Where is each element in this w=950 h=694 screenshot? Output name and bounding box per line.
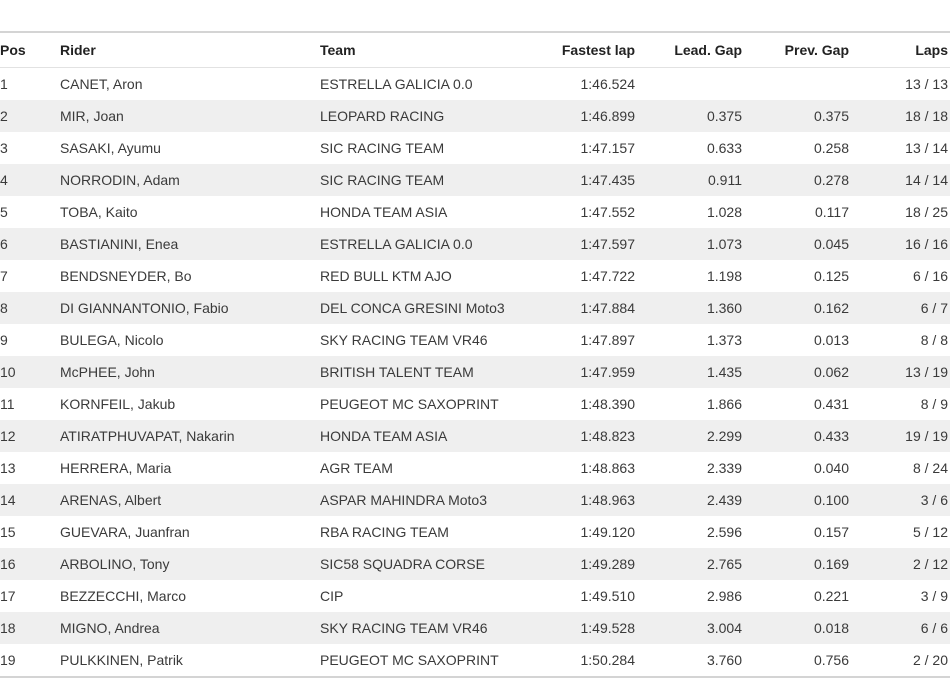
cell-lead-gap: 2.986 — [706, 588, 742, 604]
table-row[interactable] — [0, 68, 950, 100]
cell-rider: SASAKI, Ayumu — [60, 140, 161, 156]
cell-fastest-lap: 1:49.120 — [580, 524, 635, 540]
cell-fastest-lap: 1:49.289 — [580, 556, 635, 572]
cell-lead-gap: 1.866 — [706, 396, 742, 412]
table-header-row — [0, 33, 950, 68]
cell-lead-gap: 2.339 — [706, 460, 742, 476]
table-row[interactable] — [0, 388, 950, 420]
cell-fastest-lap: 1:49.510 — [580, 588, 635, 604]
cell-fastest-lap: 1:47.897 — [580, 332, 635, 348]
cell-lead-gap: 0.375 — [706, 108, 742, 124]
cell-team: BRITISH TALENT TEAM — [320, 364, 474, 380]
cell-rider: DI GIANNANTONIO, Fabio — [60, 300, 229, 316]
cell-lead-gap: 3.760 — [706, 652, 742, 668]
cell-team: HONDA TEAM ASIA — [320, 428, 448, 444]
cell-laps: 18 / 25 — [905, 204, 948, 220]
table-row[interactable] — [0, 420, 950, 452]
cell-laps: 2 / 20 — [912, 652, 948, 668]
table-row[interactable] — [0, 292, 950, 324]
cell-prev-gap: 0.221 — [813, 588, 849, 604]
header-fastest-lap[interactable]: Fastest lap — [561, 42, 635, 58]
cell-pos: 2 — [0, 108, 8, 124]
cell-prev-gap — [750, 68, 849, 100]
cell-fastest-lap: 1:47.157 — [580, 140, 635, 156]
cell-team: HONDA TEAM ASIA — [320, 204, 448, 220]
cell-laps: 18 / 18 — [905, 108, 948, 124]
table-row[interactable] — [0, 260, 950, 292]
cell-prev-gap: 0.278 — [813, 172, 849, 188]
cell-laps: 8 / 9 — [920, 396, 948, 412]
cell-team: SKY RACING TEAM VR46 — [320, 620, 488, 636]
cell-pos: 17 — [0, 588, 16, 604]
cell-rider: HERRERA, Maria — [60, 460, 172, 476]
cell-rider: BEZZECCHI, Marco — [60, 588, 187, 604]
cell-pos: 5 — [0, 204, 8, 220]
cell-laps: 6 / 16 — [912, 268, 948, 284]
table-bottom-rule — [0, 676, 950, 678]
cell-pos: 18 — [0, 620, 16, 636]
cell-laps: 5 / 12 — [912, 524, 948, 540]
table-body — [0, 68, 950, 676]
cell-fastest-lap: 1:47.722 — [580, 268, 635, 284]
cell-prev-gap: 0.045 — [813, 236, 849, 252]
cell-laps: 13 / 19 — [905, 364, 948, 380]
cell-fastest-lap: 1:48.863 — [580, 460, 635, 476]
cell-pos: 7 — [0, 268, 8, 284]
cell-lead-gap: 1.028 — [706, 204, 742, 220]
cell-lead-gap: 1.198 — [706, 268, 742, 284]
cell-fastest-lap: 1:47.552 — [580, 204, 635, 220]
cell-laps: 3 / 6 — [920, 492, 948, 508]
header-lead-gap[interactable]: Lead. Gap — [674, 42, 742, 58]
cell-pos: 16 — [0, 556, 16, 572]
cell-laps: 6 / 7 — [920, 300, 948, 316]
cell-team: SKY RACING TEAM VR46 — [320, 332, 488, 348]
cell-prev-gap: 0.125 — [813, 268, 849, 284]
cell-team: SIC RACING TEAM — [320, 140, 445, 156]
cell-lead-gap: 2.596 — [706, 524, 742, 540]
cell-prev-gap: 0.018 — [813, 620, 849, 636]
cell-fastest-lap: 1:49.528 — [580, 620, 635, 636]
cell-pos: 12 — [0, 428, 16, 444]
cell-rider: MIR, Joan — [60, 108, 124, 124]
table-row[interactable] — [0, 164, 950, 196]
cell-rider: CANET, Aron — [60, 76, 143, 92]
cell-rider: KORNFEIL, Jakub — [60, 396, 176, 412]
header-laps[interactable]: Laps — [915, 42, 948, 58]
cell-fastest-lap: 1:46.524 — [580, 76, 635, 92]
cell-team: AGR TEAM — [320, 460, 393, 476]
table-row[interactable] — [0, 100, 950, 132]
cell-pos: 10 — [0, 364, 16, 380]
cell-team: RED BULL KTM AJO — [320, 268, 452, 284]
cell-prev-gap: 0.040 — [813, 460, 849, 476]
cell-prev-gap: 0.258 — [813, 140, 849, 156]
table-row[interactable] — [0, 228, 950, 260]
cell-prev-gap: 0.117 — [815, 204, 849, 220]
cell-fastest-lap: 1:50.284 — [580, 652, 635, 668]
cell-laps: 14 / 14 — [905, 172, 948, 188]
cell-pos: 8 — [0, 300, 8, 316]
cell-rider: MIGNO, Andrea — [60, 620, 160, 636]
cell-team: DEL CONCA GRESINI Moto3 — [320, 300, 505, 316]
cell-fastest-lap: 1:46.899 — [580, 108, 635, 124]
cell-pos: 11 — [0, 396, 15, 412]
cell-laps: 19 / 19 — [905, 428, 948, 444]
table-row[interactable] — [0, 132, 950, 164]
cell-fastest-lap: 1:48.390 — [580, 396, 635, 412]
cell-pos: 13 — [0, 460, 16, 476]
cell-team: PEUGEOT MC SAXOPRINT — [320, 396, 499, 412]
cell-prev-gap: 0.433 — [813, 428, 849, 444]
cell-lead-gap: 1.360 — [706, 300, 742, 316]
cell-rider: BENDSNEYDER, Bo — [60, 268, 192, 284]
cell-fastest-lap: 1:47.959 — [580, 364, 635, 380]
cell-rider: BASTIANINI, Enea — [60, 236, 179, 252]
table-row[interactable] — [0, 356, 950, 388]
cell-laps: 13 / 13 — [905, 76, 948, 92]
cell-rider: ARBOLINO, Tony — [60, 556, 170, 572]
cell-laps: 2 / 12 — [912, 556, 948, 572]
cell-team: RBA RACING TEAM — [320, 524, 449, 540]
cell-rider: TOBA, Kaito — [60, 204, 138, 220]
cell-pos: 6 — [0, 236, 8, 252]
header-pos[interactable]: Pos — [0, 42, 26, 58]
cell-prev-gap: 0.100 — [813, 492, 849, 508]
cell-fastest-lap: 1:47.435 — [580, 172, 635, 188]
cell-lead-gap: 3.004 — [706, 620, 742, 636]
header-prev-gap[interactable]: Prev. Gap — [784, 42, 849, 58]
table-row[interactable] — [0, 580, 950, 612]
table-row[interactable] — [0, 644, 950, 676]
cell-prev-gap: 0.157 — [813, 524, 849, 540]
cell-lead-gap: 2.299 — [706, 428, 742, 444]
cell-prev-gap: 0.431 — [813, 396, 849, 412]
cell-laps: 13 / 14 — [905, 140, 948, 156]
cell-team: ASPAR MAHINDRA Moto3 — [320, 492, 488, 508]
cell-laps: 8 / 24 — [912, 460, 948, 476]
table-row[interactable] — [0, 324, 950, 356]
cell-pos: 9 — [0, 332, 8, 348]
header-rider[interactable]: Rider — [60, 42, 96, 58]
cell-team: SIC RACING TEAM — [320, 172, 445, 188]
header-team[interactable]: Team — [320, 42, 356, 58]
cell-rider: ARENAS, Albert — [60, 492, 162, 508]
cell-prev-gap: 0.162 — [813, 300, 849, 316]
cell-fastest-lap: 1:48.963 — [580, 492, 635, 508]
cell-rider: PULKKINEN, Patrik — [60, 652, 183, 668]
cell-team: PEUGEOT MC SAXOPRINT — [320, 652, 499, 668]
table-row[interactable] — [0, 516, 950, 548]
cell-laps: 3 / 9 — [920, 588, 948, 604]
cell-laps: 6 / 6 — [920, 620, 948, 636]
cell-lead-gap: 2.765 — [706, 556, 742, 572]
table-row[interactable] — [0, 484, 950, 516]
cell-team: SIC58 SQUADRA CORSE — [320, 556, 485, 572]
cell-prev-gap: 0.375 — [813, 108, 849, 124]
cell-team: ESTRELLA GALICIA 0.0 — [320, 236, 473, 252]
cell-prev-gap: 0.013 — [813, 332, 849, 348]
cell-rider: NORRODIN, Adam — [60, 172, 180, 188]
cell-team: ESTRELLA GALICIA 0.0 — [320, 76, 473, 92]
cell-team: CIP — [320, 588, 344, 604]
results-table — [0, 31, 950, 678]
cell-lead-gap: 1.435 — [706, 364, 742, 380]
cell-rider: GUEVARA, Juanfran — [60, 524, 190, 540]
cell-prev-gap: 0.169 — [813, 556, 849, 572]
table-row[interactable] — [0, 196, 950, 228]
cell-lead-gap: 2.439 — [706, 492, 742, 508]
cell-pos: 4 — [0, 172, 8, 188]
cell-lead-gap: 0.911 — [708, 172, 742, 188]
cell-pos: 19 — [0, 652, 16, 668]
cell-pos: 1 — [0, 76, 8, 92]
cell-rider: BULEGA, Nicolo — [60, 332, 164, 348]
cell-laps: 8 / 8 — [920, 332, 948, 348]
cell-fastest-lap: 1:48.823 — [580, 428, 635, 444]
cell-lead-gap: 1.373 — [706, 332, 742, 348]
cell-laps: 16 / 16 — [905, 236, 948, 252]
cell-prev-gap: 0.062 — [813, 364, 849, 380]
cell-lead-gap: 0.633 — [706, 140, 742, 156]
cell-lead-gap — [642, 68, 742, 100]
table-row[interactable] — [0, 612, 950, 644]
cell-team: LEOPARD RACING — [320, 108, 445, 124]
cell-lead-gap: 1.073 — [706, 236, 742, 252]
table-row[interactable] — [0, 452, 950, 484]
cell-fastest-lap: 1:47.597 — [580, 236, 635, 252]
cell-prev-gap: 0.756 — [813, 652, 849, 668]
cell-pos: 3 — [0, 140, 8, 156]
table-row[interactable] — [0, 548, 950, 580]
cell-fastest-lap: 1:47.884 — [580, 300, 635, 316]
cell-pos: 15 — [0, 524, 16, 540]
cell-pos: 14 — [0, 492, 16, 508]
cell-rider: McPHEE, John — [60, 364, 155, 380]
cell-rider: ATIRATPHUVAPAT, Nakarin — [60, 428, 235, 444]
